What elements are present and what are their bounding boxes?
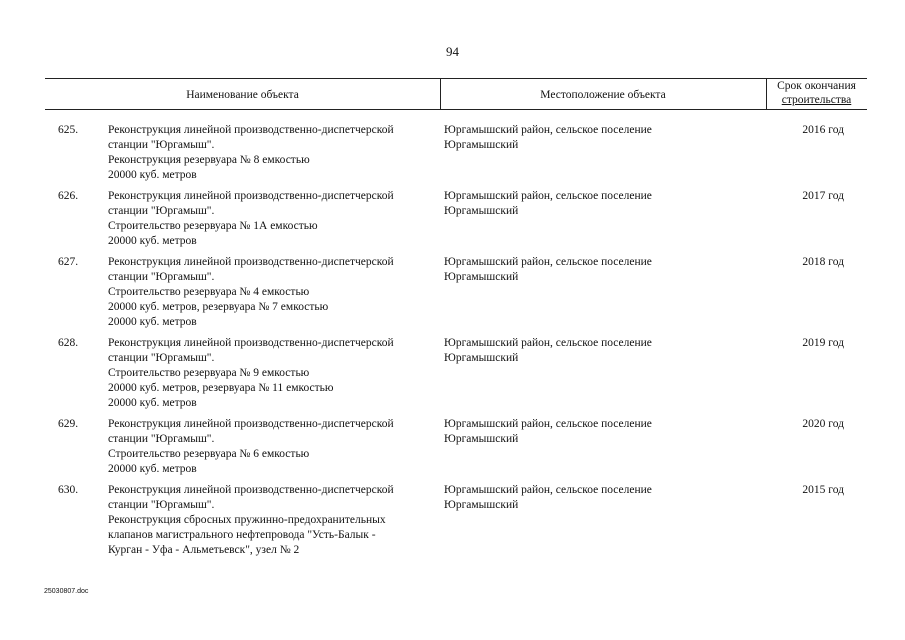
object-location xyxy=(444,483,694,513)
object-location-line: Юргамышский район, сельское поселение xyxy=(444,190,652,202)
header-name: Наименование объекта xyxy=(186,89,299,101)
page-number: 94 xyxy=(446,44,459,59)
object-name-line: Курган - Уфа - Альметьевск", узел № 2 xyxy=(108,544,300,556)
object-name-line: Реконструкция линейной производственно-диспетчерской xyxy=(108,256,394,268)
object-name-line: Реконструкция резервуара № 8 емкостью xyxy=(108,154,310,166)
object-location xyxy=(444,336,694,366)
row-number: 630. xyxy=(58,484,79,496)
object-name-line: станции "Юргамыш". xyxy=(108,139,215,151)
table-row xyxy=(58,255,858,330)
row-number: 629. xyxy=(58,418,79,430)
object-name-line: станции "Юргамыш". xyxy=(108,205,215,217)
object-name xyxy=(108,123,443,183)
object-name-line: 20000 куб. метров xyxy=(108,316,197,328)
object-location xyxy=(444,123,694,153)
object-name-line: Реконструкция линейной производственно-диспетчерской xyxy=(108,190,394,202)
table-top-rule xyxy=(45,78,867,79)
object-location-line: Юргамышский район, сельское поселение xyxy=(444,124,652,136)
header-term xyxy=(766,79,867,107)
completion-year: 2020 год xyxy=(802,418,844,430)
footer-filename: 25030807.doc xyxy=(44,588,89,595)
header-term-line1: Срок окончания xyxy=(777,80,856,92)
object-name-line: Реконструкция линейной производственно-диспетчерской xyxy=(108,337,394,349)
object-name-line: Строительство резервуара № 9 емкостью xyxy=(108,367,310,379)
object-name-line: станции "Юргамыш". xyxy=(108,433,215,445)
object-location-line: Юргамышский район, сельское поселение xyxy=(444,418,652,430)
object-location-line: Юргамышский район, сельское поселение xyxy=(444,337,652,349)
object-name-line: 20000 куб. метров xyxy=(108,169,197,181)
object-name-line: Строительство резервуара № 6 емкостью xyxy=(108,448,310,460)
object-name-line: Реконструкция линейной производственно-диспетчерской xyxy=(108,124,394,136)
object-name-line: Строительство резервуара № 1А емкостью xyxy=(108,220,318,232)
object-name xyxy=(108,336,443,411)
object-location-line: Юргамышский район, сельское поселение xyxy=(444,484,652,496)
object-name-line: Реконструкция сбросных пружинно-предохранительных xyxy=(108,514,386,526)
table-row xyxy=(58,483,858,558)
object-name-line: 20000 куб. метров xyxy=(108,235,197,247)
object-name xyxy=(108,417,443,477)
object-name-line: клапанов магистрального нефтепровода "Усть-Балык - xyxy=(108,529,376,541)
object-name-line: станции "Юргамыш". xyxy=(108,499,215,511)
object-name-line: станции "Юргамыш". xyxy=(108,352,215,364)
object-name-line: 20000 куб. метров xyxy=(108,397,197,409)
completion-year: 2018 год xyxy=(802,256,844,268)
object-name-line: станции "Юргамыш". xyxy=(108,271,215,283)
table-row xyxy=(58,123,858,183)
header-location: Местоположение объекта xyxy=(540,89,666,101)
row-number: 628. xyxy=(58,337,79,349)
object-location-line: Юргамышский xyxy=(444,352,519,364)
completion-year: 2016 год xyxy=(802,124,844,136)
object-name-line: 20000 куб. метров xyxy=(108,463,197,475)
object-name-line: 20000 куб. метров, резервуара № 7 емкостью xyxy=(108,301,329,313)
object-location xyxy=(444,417,694,447)
object-location-line: Юргамышский xyxy=(444,271,519,283)
completion-year: 2017 год xyxy=(802,190,844,202)
table-row xyxy=(58,189,858,249)
table-row xyxy=(58,417,858,477)
row-number: 627. xyxy=(58,256,79,268)
object-location xyxy=(444,189,694,219)
object-name xyxy=(108,255,443,330)
table-row xyxy=(58,336,858,411)
table-header-bottom-rule xyxy=(45,109,867,110)
object-name xyxy=(108,483,443,558)
object-location-line: Юргамышский район, сельское поселение xyxy=(444,256,652,268)
object-name xyxy=(108,189,443,249)
object-location-line: Юргамышский xyxy=(444,433,519,445)
header-term-line2: строительства xyxy=(781,94,852,106)
row-number: 625. xyxy=(58,124,79,136)
completion-year: 2015 год xyxy=(802,484,844,496)
object-location-line: Юргамышский xyxy=(444,205,519,217)
object-name-line: Реконструкция линейной производственно-диспетчерской xyxy=(108,418,394,430)
row-number: 626. xyxy=(58,190,79,202)
object-name-line: Реконструкция линейной производственно-диспетчерской xyxy=(108,484,394,496)
object-location xyxy=(444,255,694,285)
completion-year: 2019 год xyxy=(802,337,844,349)
object-name-line: Строительство резервуара № 4 емкостью xyxy=(108,286,310,298)
table-body xyxy=(58,123,858,564)
object-name-line: 20000 куб. метров, резервуара № 11 емкостью xyxy=(108,382,334,394)
object-location-line: Юргамышский xyxy=(444,139,519,151)
object-location-line: Юргамышский xyxy=(444,499,519,511)
